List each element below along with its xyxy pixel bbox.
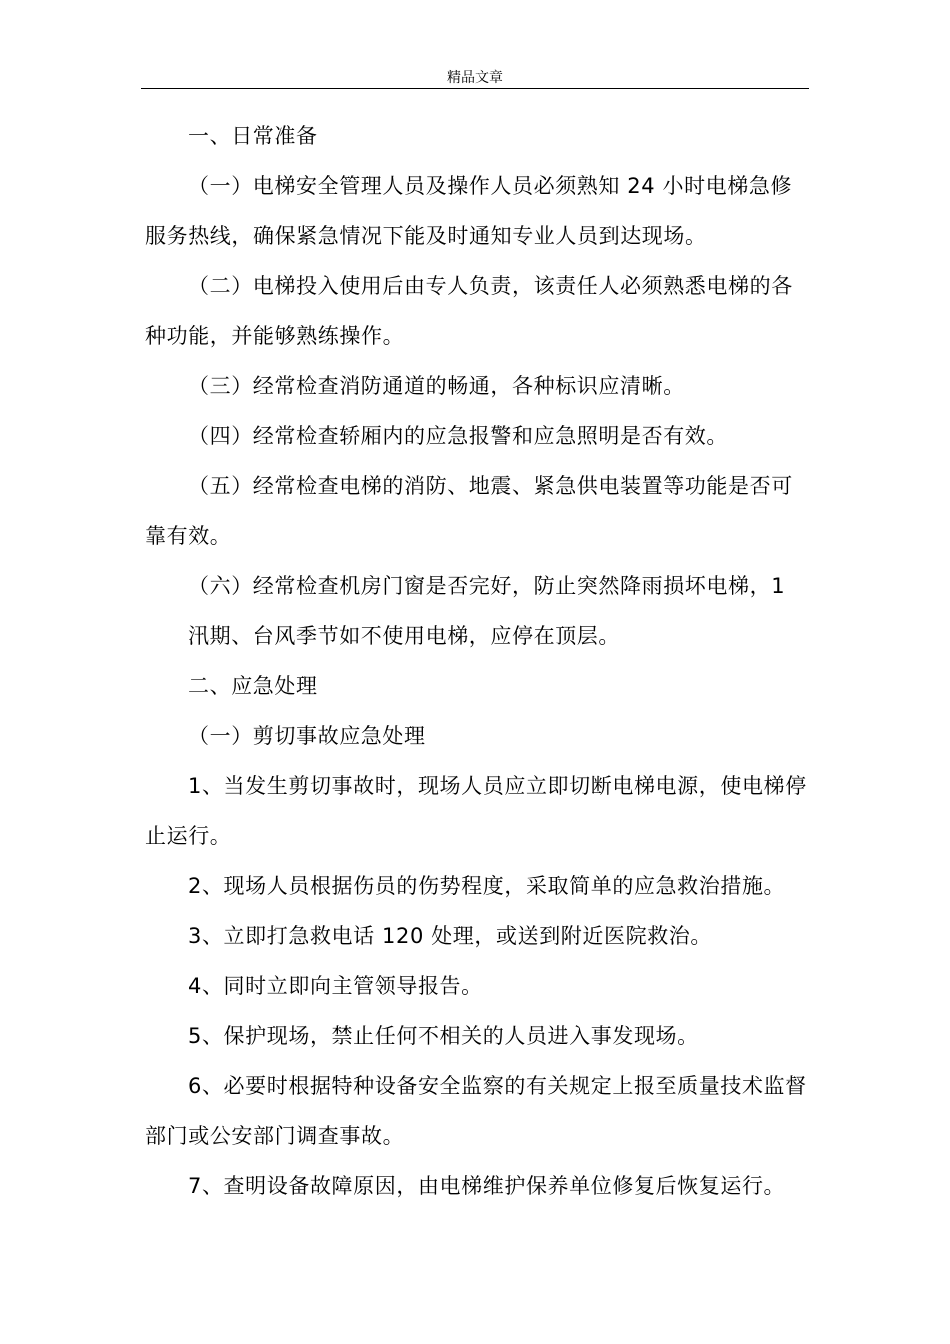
section-heading-emergency-handling: 二、应急处理 — [188, 674, 318, 698]
paragraph: 汛期、台风季节如不使用电梯，应停在顶层。 — [188, 624, 620, 648]
paragraph: （二）电梯投入使用后由专人负责，该责任人必须熟悉电梯的各种功能，并能够熟练操作。 — [145, 274, 793, 348]
page-header-title: 精品文章 — [447, 70, 503, 86]
document-body — [145, 111, 809, 1211]
paragraph: （五）经常检查电梯的消防、地震、紧急供电装置等功能是否可靠有效。 — [145, 474, 793, 548]
list-item: 4、同时立即向主管领导报告。 — [188, 974, 483, 998]
subsection-heading: （一）剪切事故应急处理 — [188, 724, 426, 748]
paragraph: （三）经常检查消防通道的畅通，各种标识应清晰。 — [188, 374, 685, 398]
paragraph: （六）经常检查机房门窗是否完好，防止突然降雨损坏电梯，1 — [188, 574, 786, 598]
header-divider — [141, 88, 809, 89]
paragraph: （四）经常检查轿厢内的应急报警和应急照明是否有效。 — [188, 424, 728, 448]
list-item: 5、保护现场，禁止任何不相关的人员进入事发现场。 — [188, 1024, 699, 1048]
list-item: 7、查明设备故障原因，由电梯维护保养单位修复后恢复运行。 — [188, 1174, 786, 1198]
list-item: 1、当发生剪切事故时，现场人员应立即切断电梯电源，使电梯停止运行。 — [145, 774, 807, 848]
section-heading-daily-preparation: 一、日常准备 — [188, 124, 318, 148]
paragraph: （一）电梯安全管理人员及操作人员必须熟知 24 小时电梯急修服务热线，确保紧急情况下能及时通知专业人员到达现场。 — [145, 174, 793, 248]
list-item: 6、必要时根据特种设备安全监察的有关规定上报至质量技术监督部门或公安部门调查事故。 — [145, 1074, 807, 1148]
list-item: 2、现场人员根据伤员的伤势程度，采取简单的应急救治措施。 — [188, 874, 786, 898]
list-item: 3、立即打急救电话 120 处理，或送到附近医院救治。 — [188, 924, 712, 948]
